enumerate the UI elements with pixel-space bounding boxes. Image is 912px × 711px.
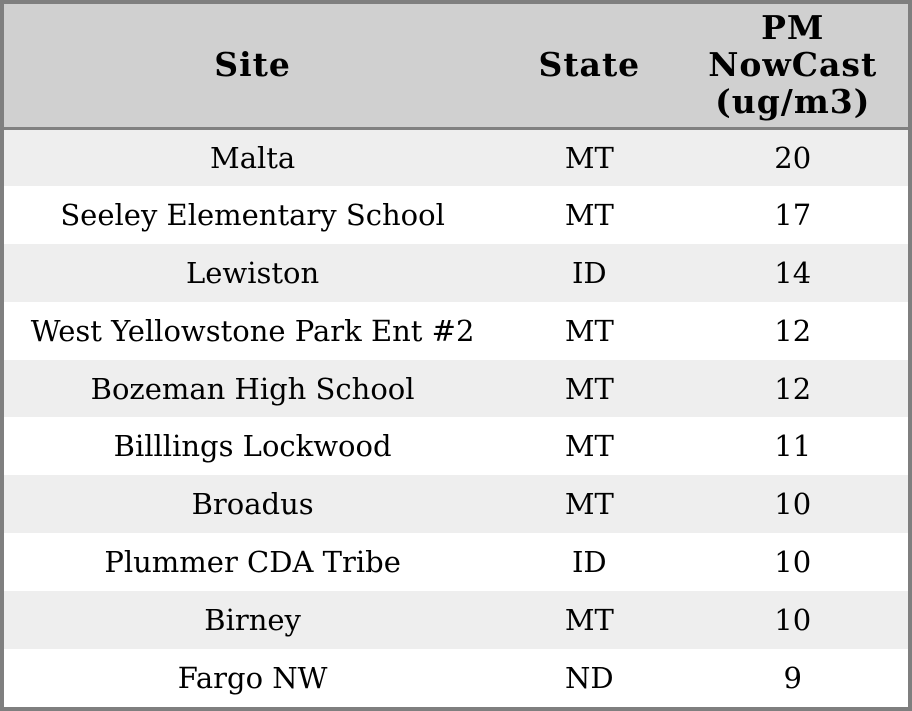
- site-cell: West Yellowstone Park Ent #2: [30, 313, 475, 348]
- pm-cell: 10: [774, 603, 812, 638]
- site-cell: Broadus: [191, 487, 314, 522]
- state-cell: MT: [564, 429, 614, 464]
- header-row: [4, 4, 908, 128]
- table-row: [4, 302, 908, 360]
- state-cell: MT: [564, 371, 614, 406]
- table-row: [4, 475, 908, 533]
- table-row: [4, 591, 908, 649]
- site-cell: Lewiston: [186, 255, 320, 290]
- table-row: [4, 533, 908, 591]
- site-cell: Seeley Elementary School: [60, 197, 445, 232]
- pm-cell: 10: [774, 487, 812, 522]
- header-site: [4, 4, 501, 128]
- pm-cell: 11: [774, 429, 812, 464]
- header-pm-nowcast: [677, 4, 908, 128]
- header-site-label: Site: [214, 44, 291, 84]
- pm-cell: 10: [774, 545, 812, 580]
- pm-cell: 17: [774, 197, 812, 232]
- header-state-label: State: [538, 44, 641, 84]
- state-cell: MT: [564, 313, 614, 348]
- site-cell: Fargo NW: [177, 661, 328, 695]
- table-row: [4, 360, 908, 418]
- state-cell: MT: [564, 140, 614, 175]
- header-state: [501, 4, 677, 128]
- pm-cell: 12: [774, 313, 812, 348]
- table-row: [4, 649, 908, 707]
- state-cell: MT: [564, 603, 614, 638]
- state-cell: MT: [564, 197, 614, 232]
- site-cell: Billlings Lockwood: [113, 429, 392, 464]
- state-cell: ID: [571, 255, 607, 290]
- site-cell: Malta: [210, 140, 296, 175]
- state-cell: ND: [565, 661, 614, 695]
- site-cell: Bozeman High School: [90, 371, 415, 406]
- pm-cell: 12: [774, 371, 812, 406]
- table-body: [4, 128, 908, 707]
- pm-nowcast-table: [4, 4, 908, 707]
- pm-cell: 9: [783, 661, 802, 695]
- site-cell: Birney: [204, 603, 301, 638]
- table-header: [4, 4, 908, 128]
- state-cell: MT: [564, 487, 614, 522]
- pm-cell: 20: [774, 140, 812, 175]
- table-row: [4, 186, 908, 244]
- site-cell: Plummer CDA Tribe: [104, 545, 401, 580]
- state-cell: ID: [571, 545, 607, 580]
- table-row: [4, 417, 908, 475]
- table-row: [4, 244, 908, 302]
- pm-cell: 14: [774, 255, 812, 290]
- table-row: [4, 128, 908, 186]
- header-pm-nowcast-label: PM NowCast (ug/m3): [708, 7, 878, 121]
